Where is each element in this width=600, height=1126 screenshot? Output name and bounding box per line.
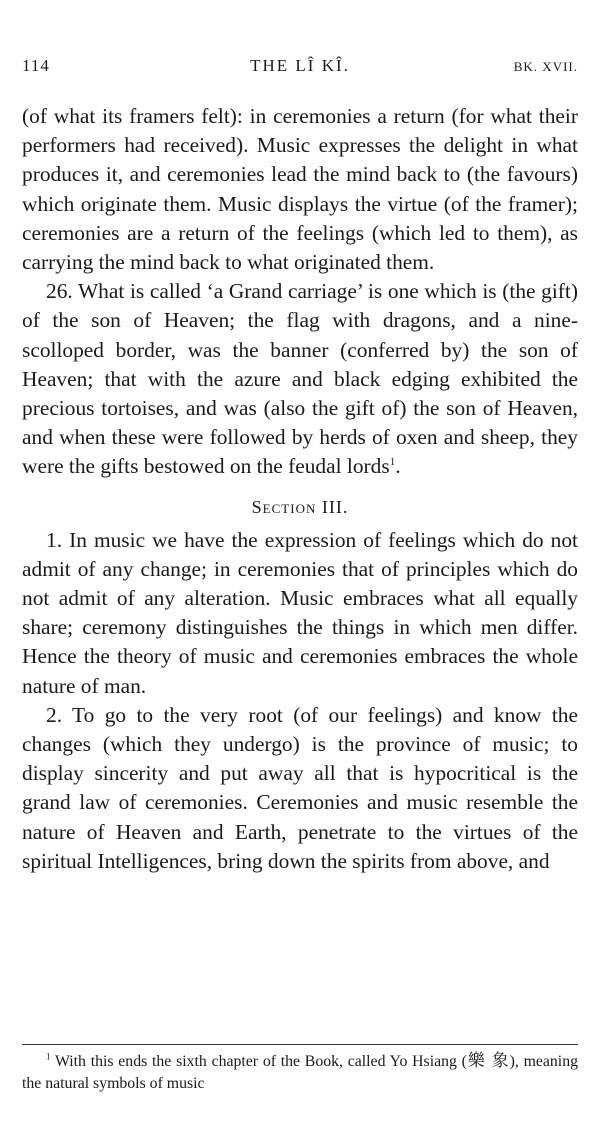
footnote-divider [22,1044,578,1045]
main-text [22,102,578,876]
paragraph-26-end: . [395,454,401,479]
footnote [22,1050,578,1095]
paragraph-2: 2. To go to the very root (of our feelings) and know the changes (which they undergo) is the province of music; to display sincerity and put away all that is hypocritical is the grand law of ceremonies. Ceremonies and music resemble the nature of Heaven and Earth, penetrate to the virtues of the spiritual Intelligences, bring down the spirits from above, and [22,702,578,873]
paragraph-26 [22,277,578,481]
footnote-reference: 1 [389,456,396,469]
footnote-paragraph [22,1050,578,1095]
footnote-text-after: ), meaning the natural symbols of music [22,1053,578,1092]
footnote-text-before: With this ends the sixth chapter of the Book, called Yo Hsiang ( [54,1053,467,1070]
paragraph-1: 1. In music we have the expression of feelings which do not admit of any change; in ceremonies that of principles which do not admit of any alteration. Music embraces what all equally share; ceremony distinguishes the things in which men differ. Hence the theory of music and ceremonies embraces the whole nature of man. [22,527,578,698]
page-number: 114 [22,56,50,75]
book-reference: BK. XVII. [513,59,578,74]
section-heading: Section III. [251,496,349,517]
running-title: THE LÎ KÎ. [250,56,350,75]
footnote-chinese-characters: 樂 象 [466,1051,510,1071]
running-head [22,56,578,78]
paragraph-continued: (of what its framers felt): in ceremonies a return (for what their performers had received). Music expresses the delight in what produces it, and ceremonies lead the mind back to (the favours) which originate them. Music displays the virtue (of the framer); ceremonies are a return of the feelings (which led to them), as carrying the mind back to what originated them. [22,104,578,275]
book-page [22,0,578,1126]
footnote-marker: 1 [46,1051,51,1062]
paragraph-26-text: 26. What is called ‘a Grand carriage’ is one which is (the gift) of the son of Heaven; the flag with dragons, and a nine-scolloped border, was the banner (conferred by) the son of Heaven; that with the azure and black edging exhibited the precious tortoises, and was (also the gift of) the son of Heaven, and when these were followed by herds of oxen and sheep, they were the gifts bestowed on the feudal lords [22,279,578,479]
